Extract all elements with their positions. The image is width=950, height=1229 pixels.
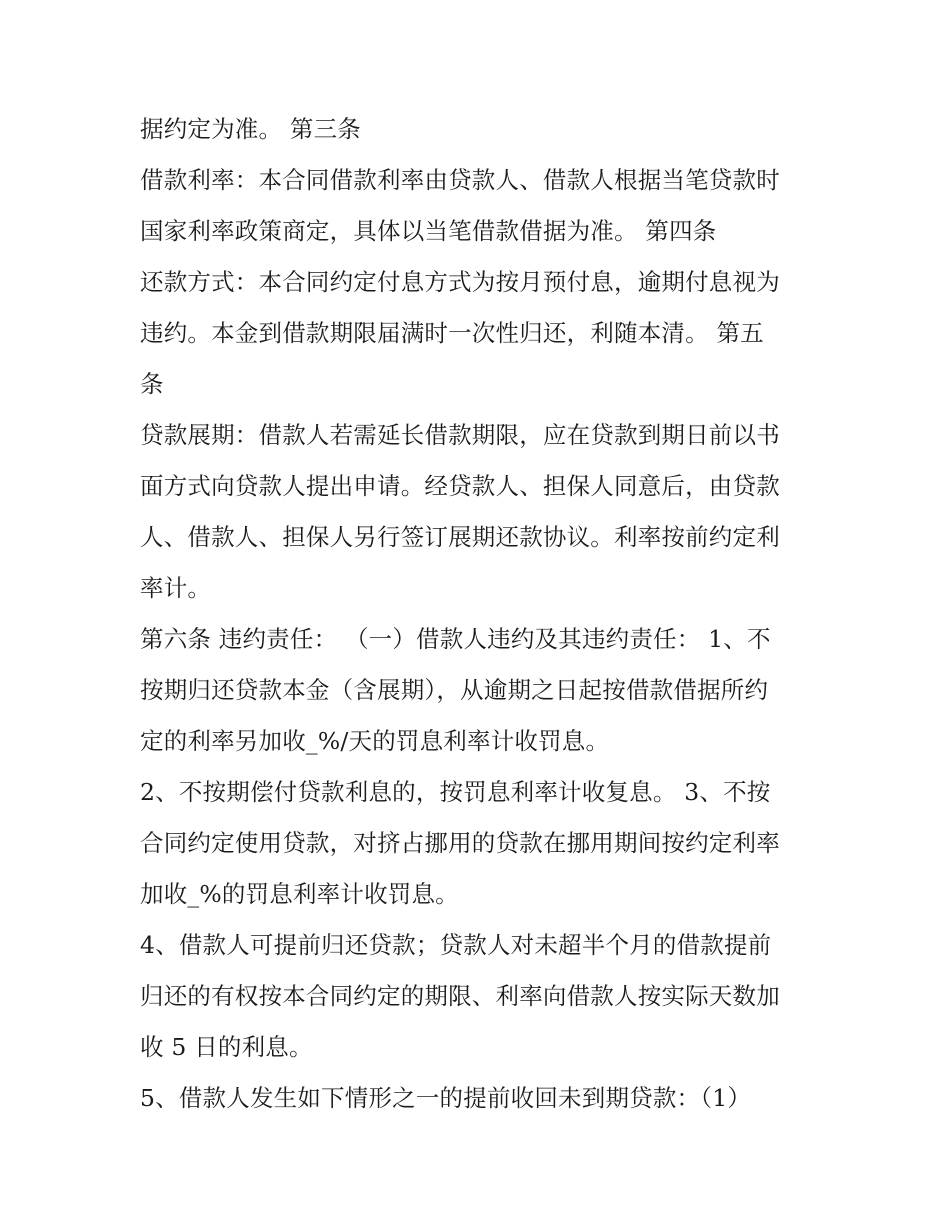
text-line: 率计。 [140,574,212,602]
text-line: 定的利率另加收_%/天的罚息利率计收罚息。 [140,727,610,755]
text-line: 人、借款人、担保人另行签订展期还款协议。利率按前约定利 [140,523,780,551]
text-line: 条 [140,370,164,398]
text-line: 2、不按期偿付贷款利息的，按罚息利率计收复息。 3、不按 [140,778,771,806]
text-line: 贷款展期：借款人若需延长借款期限，应在贷款到期日前以书 [140,421,780,449]
text-line: 按期归还贷款本金（含展期），从逾期之日起按借款借据所约 [140,676,769,704]
text-line: 加收_%的罚息利率计收罚息。 [140,880,459,908]
text-line: 第六条 违约责任： （一）借款人违约及其违约责任： 1、不 [140,625,771,653]
text-line: 国家利率政策商定，具体以当笔借款借据为准。 第四条 [140,217,717,245]
text-line: 还款方式：本合同约定付息方式为按月预付息，逾期付息视为 [140,268,780,296]
text-line: 4、借款人可提前归还贷款；贷款人对未超半个月的借款提前 [140,931,772,959]
text-line: 合同约定使用贷款，对挤占挪用的贷款在挪用期间按约定利率 [140,829,780,857]
text-line: 面方式向贷款人提出申请。经贷款人、担保人同意后，由贷款 [140,472,780,500]
contract-text [140,108,820,1128]
text-line: 5、借款人发生如下情形之一的提前收回未到期贷款：（1） [140,1084,752,1112]
text-line: 借款利率：本合同借款利率由贷款人、借款人根据当笔贷款时 [140,166,780,194]
text-line: 收 5 日的利息。 [140,1033,313,1061]
text-line: 归还的有权按本合同约定的期限、利率向借款人按实际天数加 [140,982,780,1010]
text-line: 违约。本金到借款期限届满时一次性归还，利随本清。 第五 [140,319,764,347]
text-line: 据约定为准。 第三条 [140,115,361,143]
